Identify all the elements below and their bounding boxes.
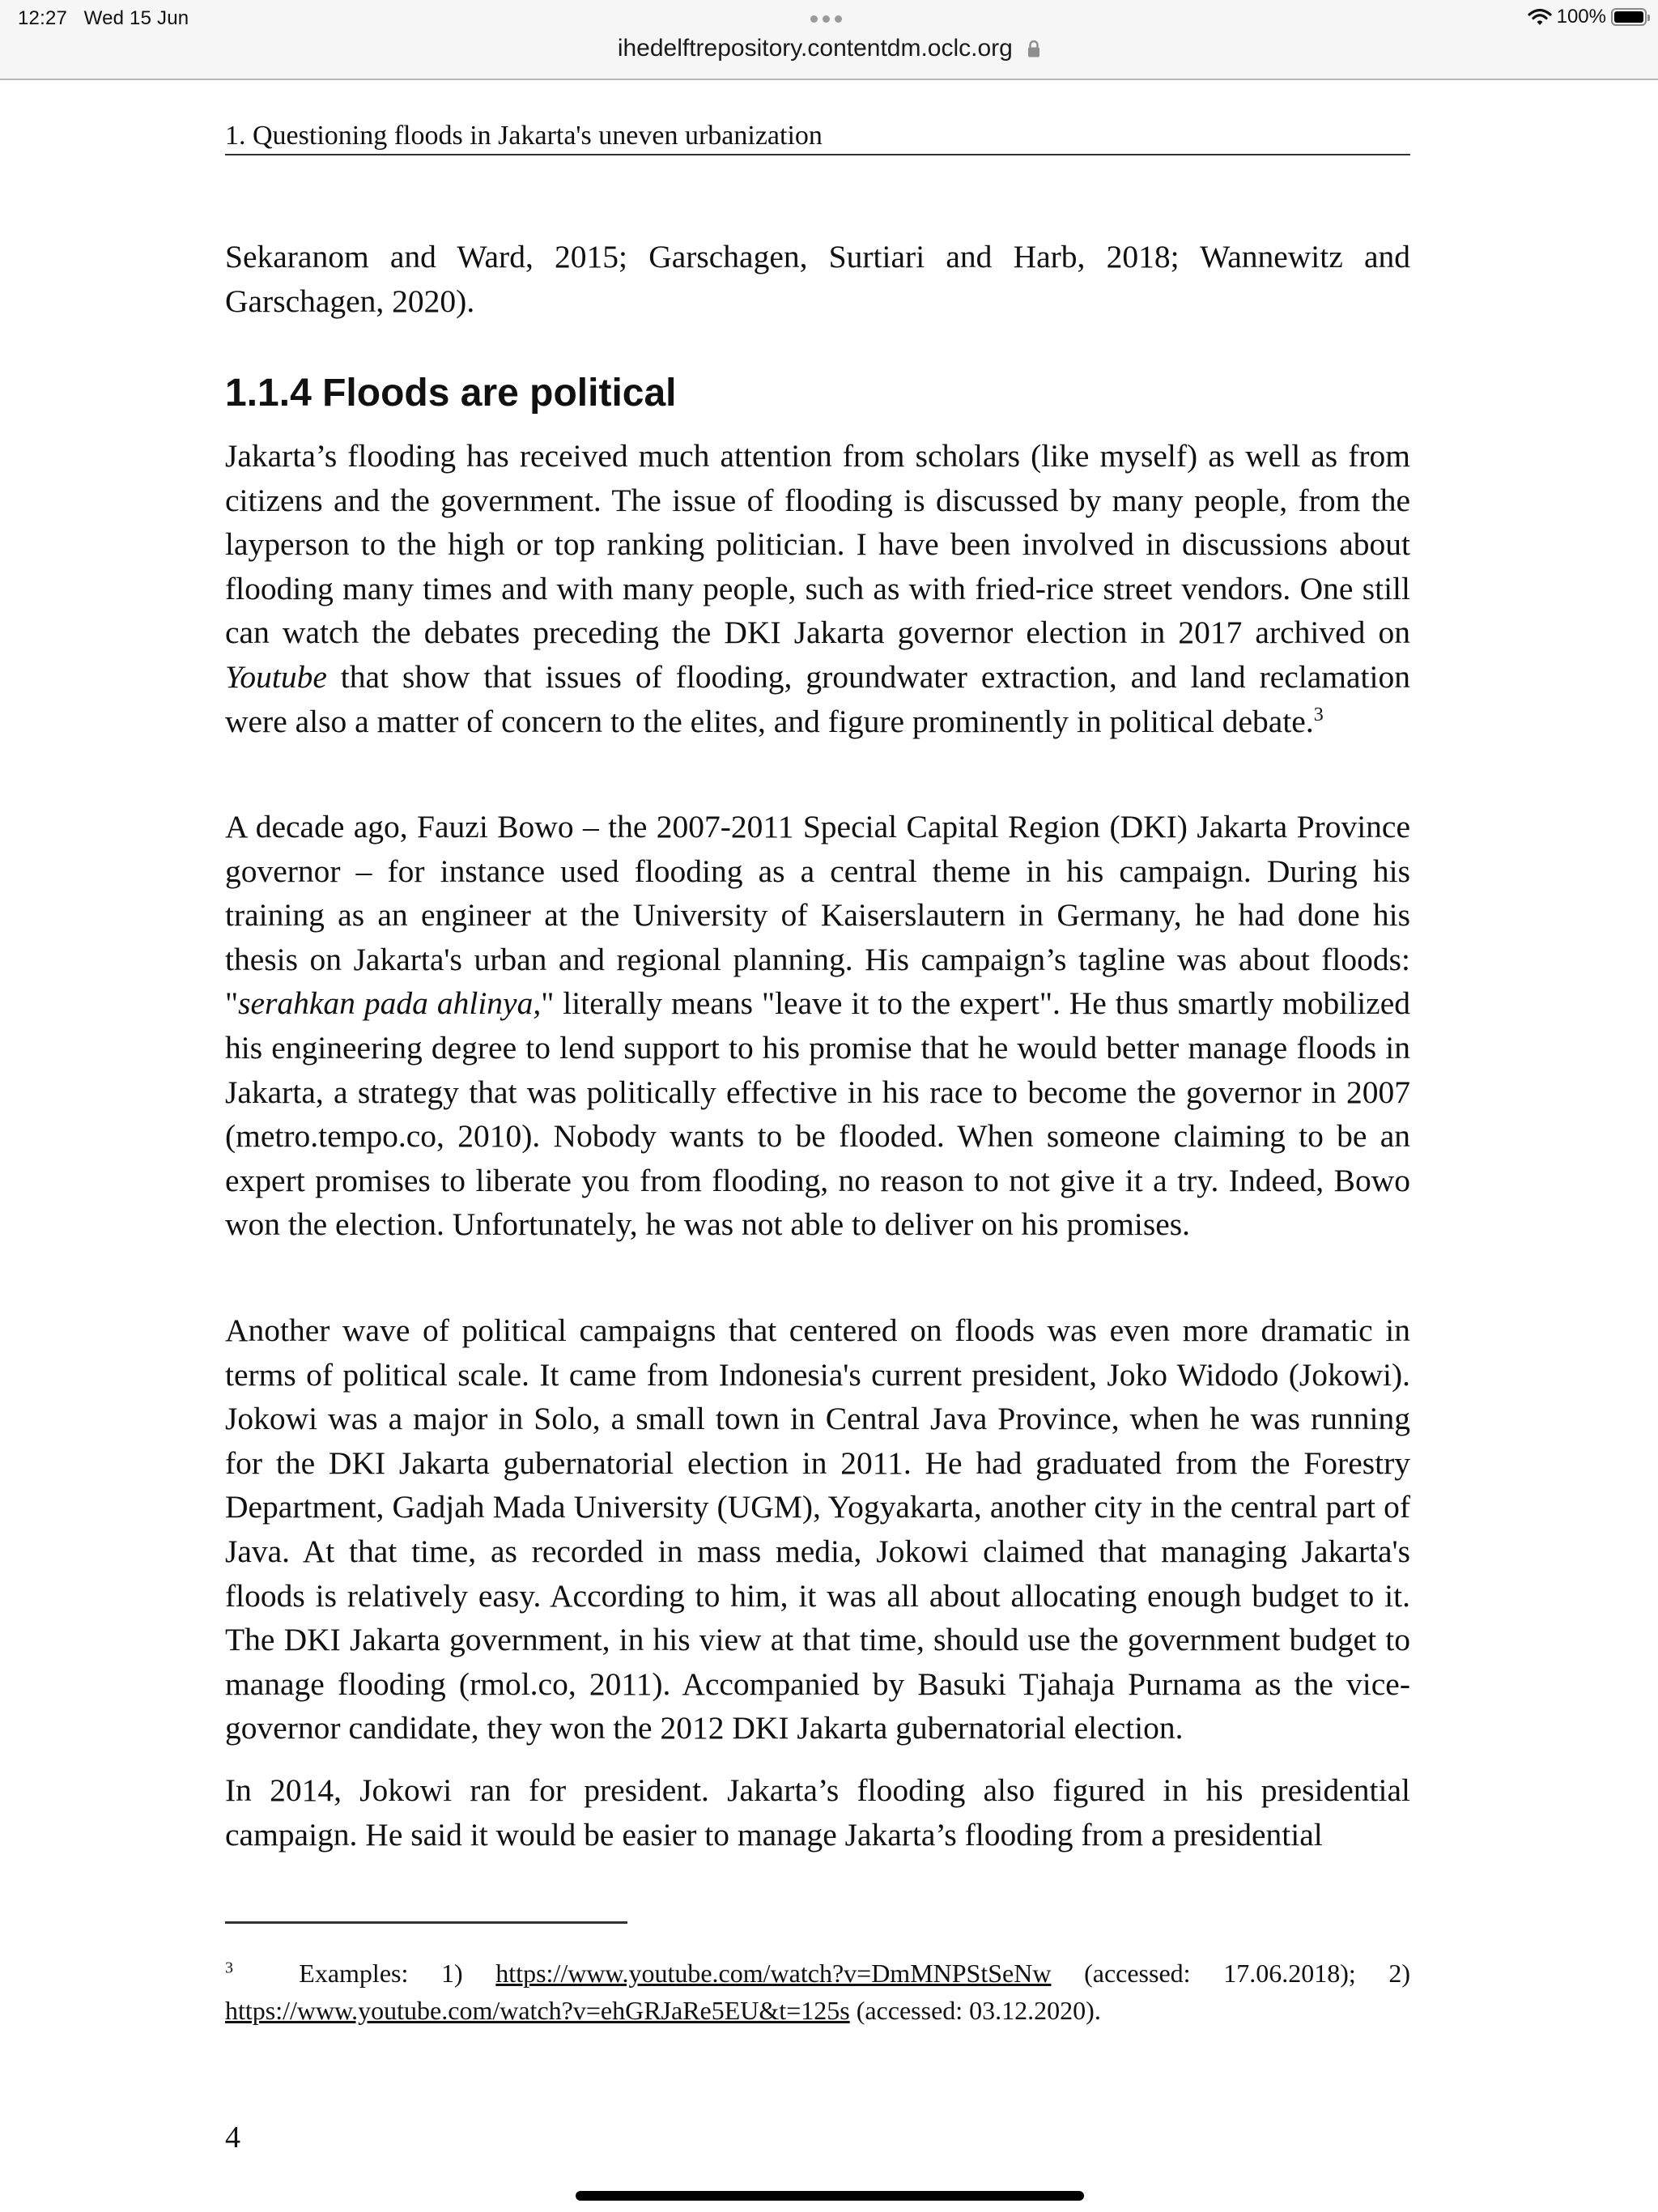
- battery-percent: 100%: [1556, 6, 1606, 28]
- status-date: Wed 15 Jun: [83, 7, 189, 29]
- section-heading: 1.1.4 Floods are political: [225, 372, 677, 415]
- status-time-date: [18, 7, 189, 30]
- page-number: 4: [225, 2121, 240, 2155]
- battery-icon: [1611, 8, 1647, 26]
- intro-paragraph: Sekaranom and Ward, 2015; Garschagen, Surtiari and Harb, 2018; Wannewitz and Garschagen, 2020).: [225, 239, 1410, 319]
- status-time: 12:27: [18, 7, 68, 29]
- intro-continuation: [225, 235, 1410, 323]
- tagline-italic: serahkan pada ahlinya,: [238, 985, 542, 1022]
- running-header: 1. Questioning floods in Jakarta's uneven urbanization: [225, 120, 1410, 155]
- footnote-link-2[interactable]: https://www.youtube.com/watch?v=ehGRJaRe5EU&t=125s: [225, 1996, 850, 2025]
- paragraph-4: In 2014, Jokowi ran for president. Jakarta’s flooding also figured in his presidential campaign. He said it would be easier to manage Jakarta’s flooding from a presidential: [225, 1772, 1410, 1853]
- status-indicators: [1528, 6, 1647, 28]
- paragraph-1: Jakarta’s flooding has received much attention from scholars (like myself) as well as from citizens and the government. The issue of flooding is discussed by many people, from the layperson to the high or top ranking politician. I have been involved in discussions about flooding many times and with many people, such as with fried-rice street vendors. One still can watch the debates preceding the DKI Jakarta governor election in 2017 archived on Youtube that show that issues of flooding, groundwater extraction, and land reclamation were also a matter of concern to the elites, and figure prominently in political debate.$^3$: [225, 438, 1410, 739]
- footnote-3: $^3$ Examples: 1) https://www.youtube.com/watch?v=DmMNPStSeNw (accessed: 17.06.2018); 2) https://www.youtube.com/watch?v=ehGRJaRe5EU&t=125s (accessed: 03.12.2020).: [225, 1959, 1411, 2025]
- lock-icon: [1027, 36, 1040, 64]
- url-text: ihedelftrepository.contentdm.oclc.org: [617, 35, 1013, 62]
- footnote-link-1[interactable]: https://www.youtube.com/watch?v=DmMNPStSeNw: [495, 1959, 1052, 1988]
- home-indicator[interactable]: [576, 2191, 1084, 2201]
- footnote-number: 3: [225, 1959, 233, 1977]
- browser-top-bar: [0, 0, 1658, 80]
- paragraph-3: Another wave of political campaigns that centered on floods was even more dramatic in terms of political scale. It came from Indonesia's current president, Joko Widodo (Jokowi). Jokowi was a major in Solo, a small town in Central Java Province, when he was running for the DKI Jakarta gubernatorial election in 2011. He had graduated from the Forestry Department, Gadjah Mada University (UGM), Yogyakarta, another city in the central part of Java. At that time, as recorded in mass media, Jokowi claimed that managing Jakarta's floods is relatively easy. According to him, it was all about allocating enough budget to it. The DKI Jakarta government, in his view at that time, should use the government budget to manage flooding (rmol.co, 2011). Accompanied by Basuki Tjahaja Purnama as the vice-governor candidate, they won the 2012 DKI Jakarta gubernatorial election.: [225, 1312, 1410, 1746]
- footnote-divider: [225, 1921, 627, 1924]
- multitasking-dots-icon[interactable]: [810, 15, 842, 23]
- paragraph-2: A decade ago, Fauzi Bowo – the 2007-2011 Special Capital Region (DKI) Jakarta Province governor – for instance used flooding as a central theme in his campaign. During his training as an engineer at the University of Kaiserslautern in Germany, he had done his thesis on Jakarta's urban and regional planning. His campaign’s tagline was about floods: "serahkan pada ahlinya," literally means "leave it to the expert". He thus smartly mobilized his engineering degree to lend support to his promise that he would better manage floods in Jakarta, a strategy that was politically effective in his race to become the governor in 2007 (metro.tempo.co, 2010). Nobody wants to be flooded. When someone claiming to be an expert promises to liberate you from flooding, no reason to not give it a try. Indeed, Bowo won the election. Unfortunately, he was not able to deliver on his promises.: [225, 809, 1410, 1243]
- address-bar[interactable]: [0, 35, 1658, 64]
- youtube-italic: Youtube: [225, 658, 327, 695]
- footnote-ref[interactable]: 3: [1313, 704, 1324, 725]
- wifi-icon: [1528, 7, 1552, 27]
